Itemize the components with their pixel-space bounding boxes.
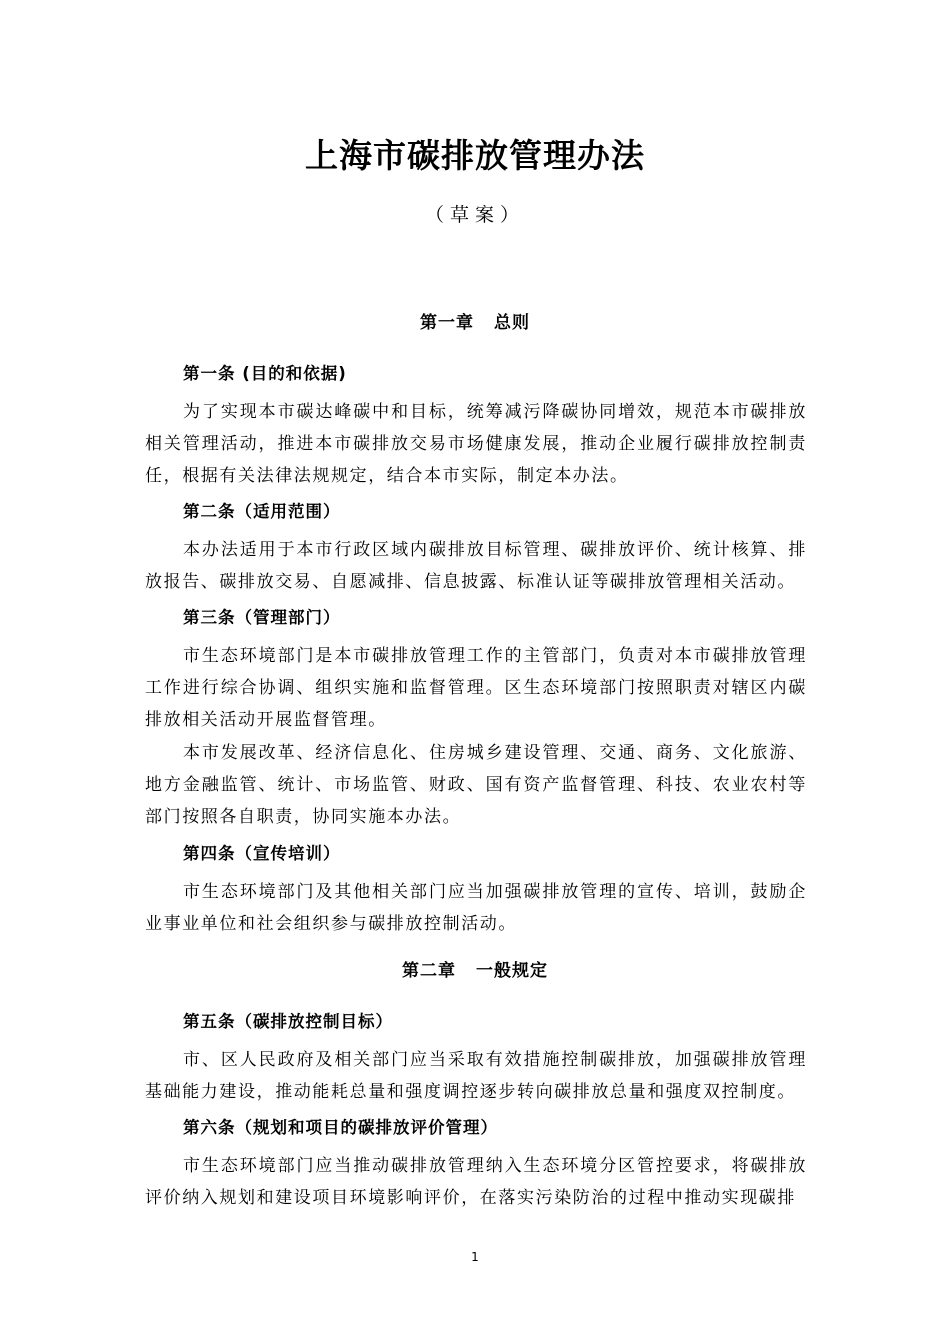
document-subtitle: （草案） (424, 204, 525, 226)
article-paragraph: 市生态环境部门是本市碳排放管理工作的主管部门，负责对本市碳排放管理工作进行综合协调、组织实施和监督管理。区生态环境部门按照职责对辖区内碳排放相关活动开展监督管理。 (145, 646, 807, 730)
article-heading: 第五条（碳排放控制目标） (183, 1012, 393, 1031)
article-heading: 第三条（管理部门） (183, 608, 341, 627)
article-paragraph: 为了实现本市碳达峰碳中和目标，统筹减污降碳协同增效，规范本市碳排放相关管理活动，推进本市碳排放交易市场健康发展，推动企业履行碳排放控制责任，根据有关法律法规规定，结合本市实际，制定本办法。 (145, 402, 807, 486)
article-heading: 第四条（宣传培训） (183, 844, 341, 863)
chapter-label: 第一章 (420, 313, 474, 333)
chapter-heading (0, 956, 950, 981)
article-heading: 第一条 (目的和依据) (183, 364, 347, 383)
article-paragraph: 本市发展改革、经济信息化、住房城乡建设管理、交通、商务、文化旅游、地方金融监管、统计、市场监管、财政、国有资产监督管理、科技、农业农村等部门按照各自职责，协同实施本办法。 (145, 743, 807, 827)
article-heading: 第六条（规划和项目的碳排放评价管理） (183, 1118, 498, 1137)
document-title: 上海市碳排放管理办法 (305, 136, 645, 175)
chapter-label: 第二章 (402, 961, 456, 981)
chapter-heading (0, 308, 950, 333)
article-paragraph: 市生态环境部门应当推动碳排放管理纳入生态环境分区管控要求，将碳排放评价纳入规划和建设项目环境影响评价，在落实污染防治的过程中推动实现碳排 (145, 1156, 807, 1208)
article-paragraph: 市生态环境部门及其他相关部门应当加强碳排放管理的宣传、培训，鼓励企业事业单位和社会组织参与碳排放控制活动。 (145, 882, 807, 934)
chapter-name: 一般规定 (476, 961, 548, 981)
article-paragraph: 市、区人民政府及相关部门应当采取有效措施控制碳排放，加强碳排放管理基础能力建设，推动能耗总量和强度调控逐步转向碳排放总量和强度双控制度。 (145, 1050, 807, 1102)
page-number: 1 (471, 1250, 479, 1264)
article-heading: 第二条（适用范围） (183, 502, 341, 521)
chapter-name: 总则 (494, 313, 530, 333)
article-paragraph: 本办法适用于本市行政区域内碳排放目标管理、碳排放评价、统计核算、排放报告、碳排放交易、自愿减排、信息披露、标准认证等碳排放管理相关活动。 (145, 540, 807, 592)
